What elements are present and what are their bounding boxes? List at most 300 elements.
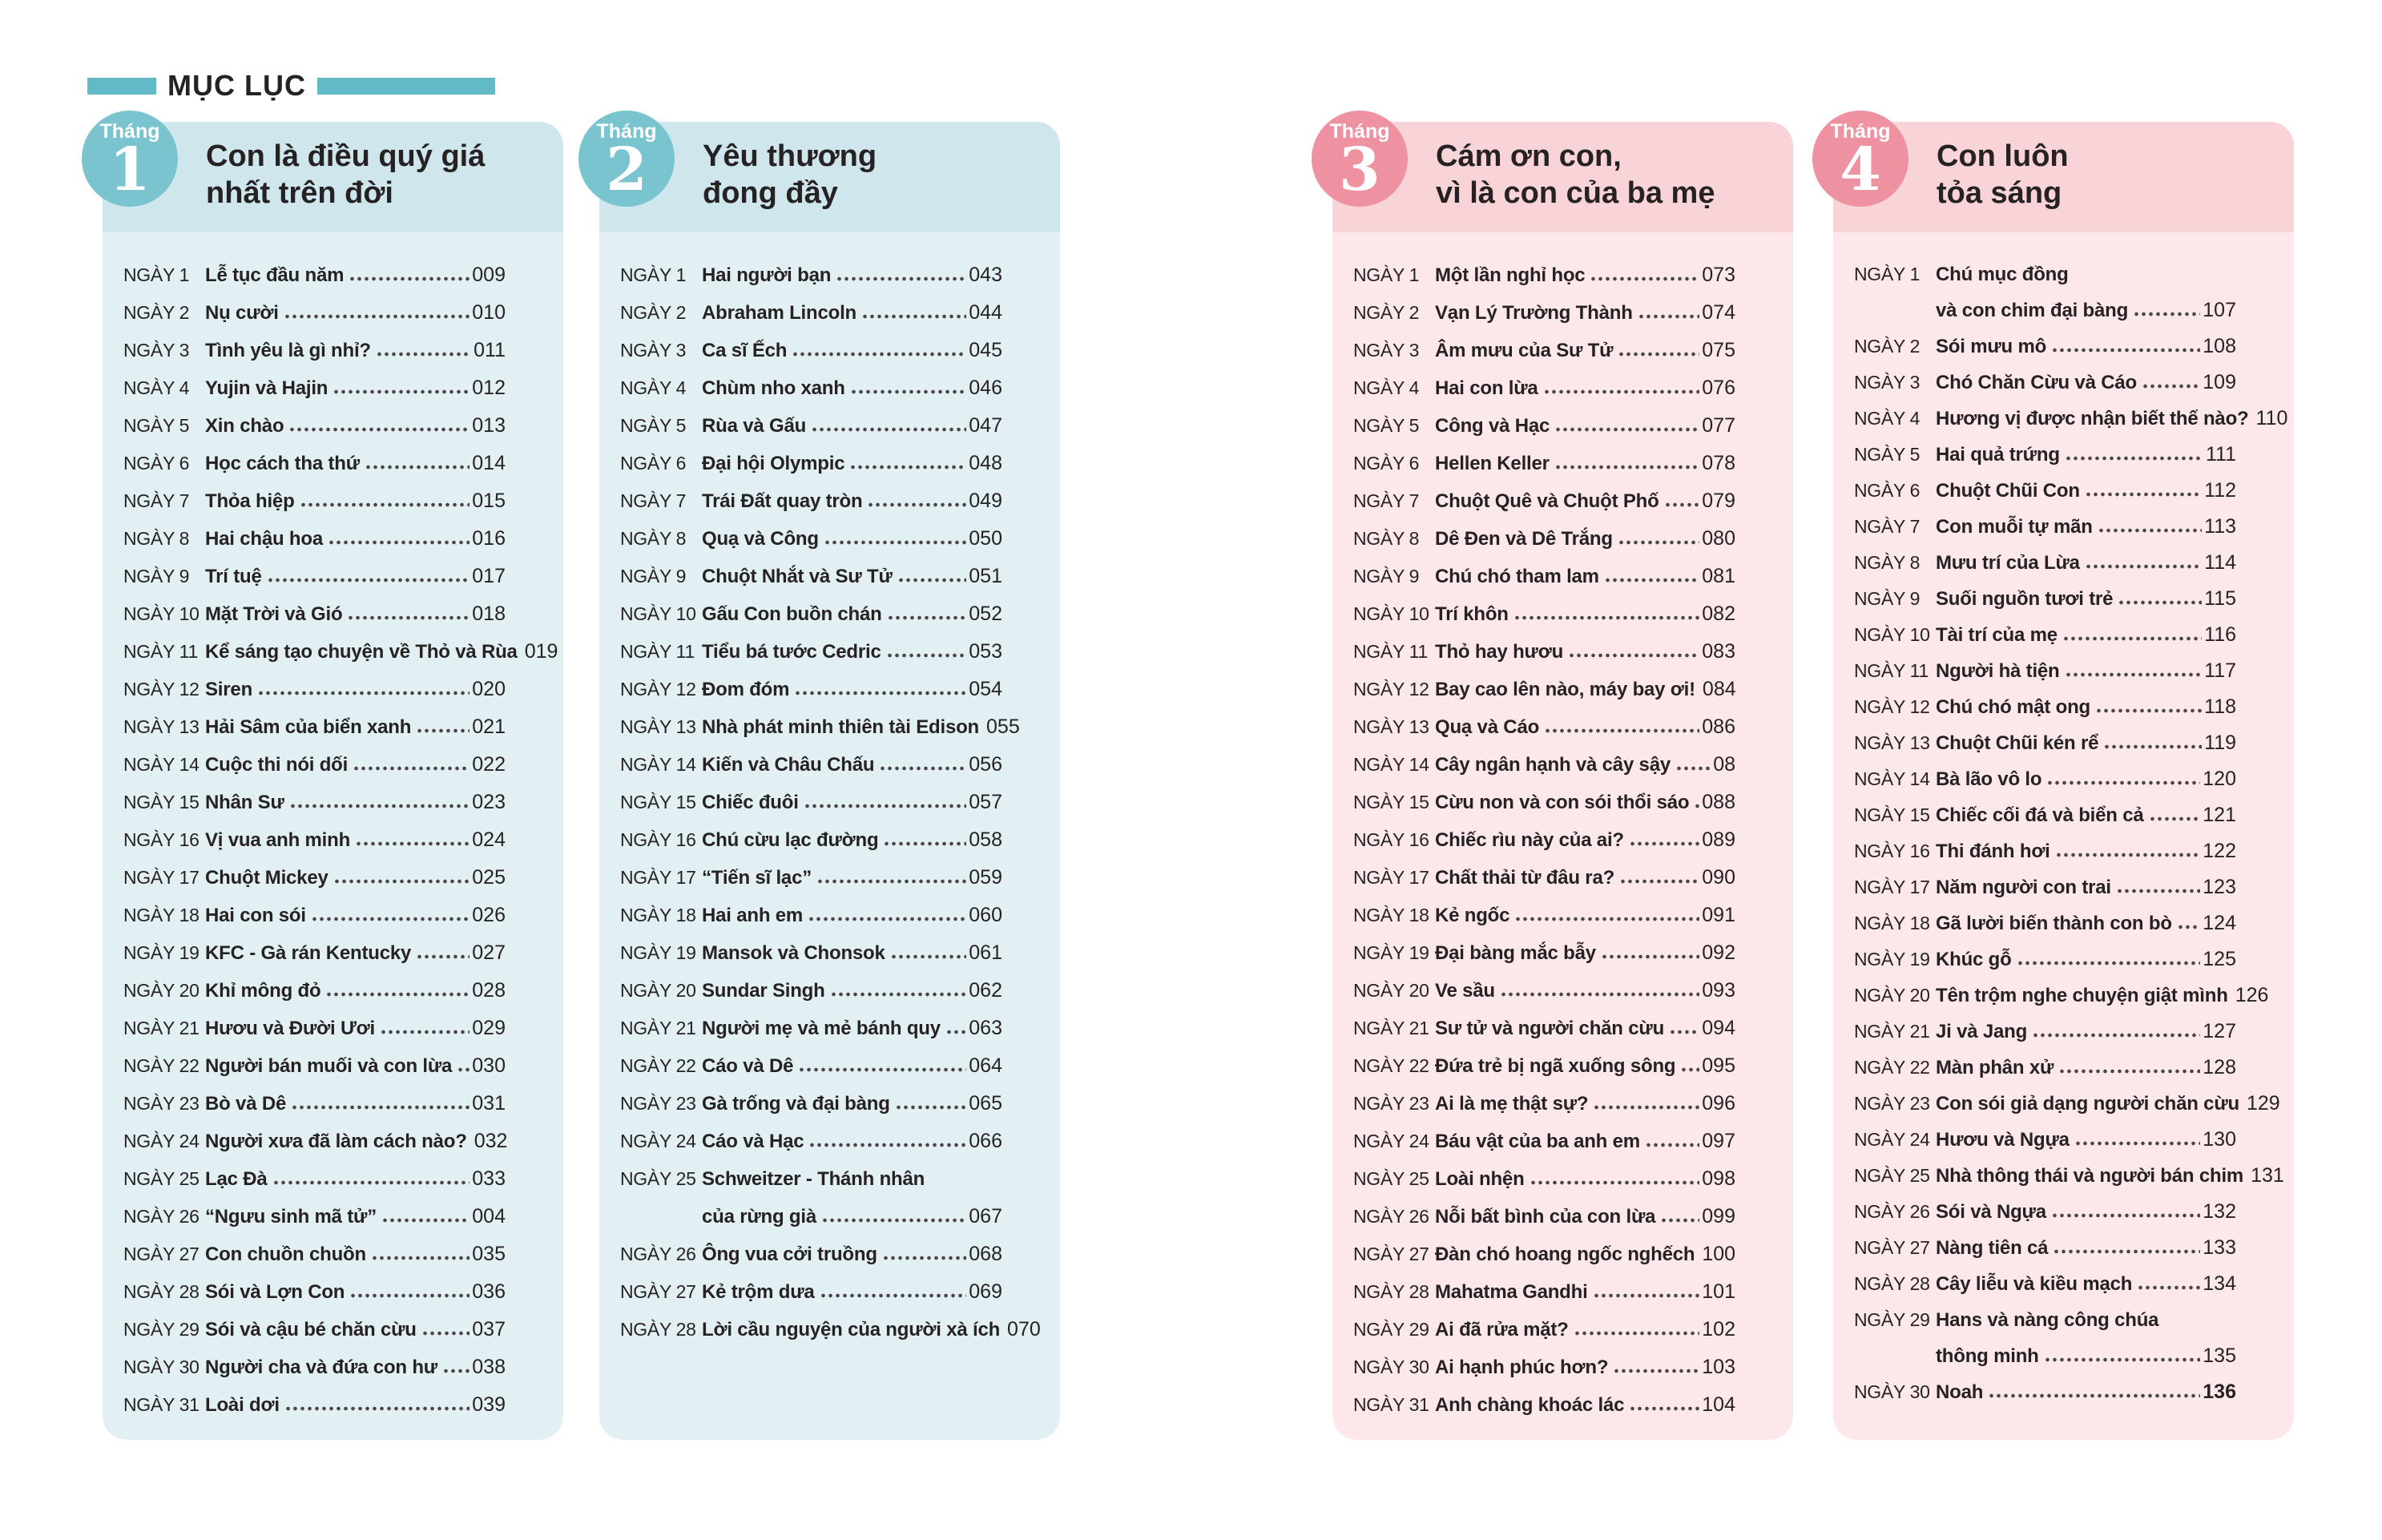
page-number: 046 [969,377,1002,399]
toc-entry [1353,708,1735,746]
month-title-line: vì là con của ba mẹ [1436,176,1715,211]
dot-leader [2017,961,2201,966]
day-label: NGÀY 2 [123,302,190,323]
entry-line [1435,897,1735,934]
toc-entry [123,445,506,482]
page-number: 061 [969,941,1002,964]
day-label: NGÀY 29 [1353,1319,1429,1340]
day-label: NGÀY 13 [620,716,696,737]
dot-leader [349,276,470,281]
entry-line [1936,941,2236,978]
toc-entry [1854,1050,2236,1086]
toc-entry [123,821,506,859]
entry-title: Chó Chăn Cừu và Cáo [1936,372,2137,393]
entry-title: Báu vật của ba anh em [1435,1131,1640,1152]
month-badge [82,111,178,207]
day-label: NGÀY 26 [1353,1206,1429,1227]
entry-text [1435,445,1735,482]
dot-leader [2074,1141,2200,1146]
dot-leader [1629,841,1699,846]
day-label: NGÀY 7 [123,490,190,511]
entry-line [205,1047,506,1085]
dot-leader [1543,389,1700,394]
entry-text [205,1349,506,1386]
dot-leader [2142,384,2200,389]
entry-line [1936,978,2269,1014]
page-number: 103 [1702,1356,1735,1378]
page-number: 131 [2251,1164,2284,1187]
entry-title: Cừu non và con sói thổi sáo [1435,792,1690,813]
toc-entry [1353,558,1735,595]
day-label: NGÀY 28 [1854,1273,1930,1294]
entry-title: Trí tuệ [205,566,262,587]
entry-title: Lời cầu nguyện của người xà ích [702,1319,1001,1340]
entry-line [1435,1123,1735,1160]
entry-line [1435,1160,1735,1198]
dot-leader [1514,917,1699,921]
entry-line [1936,797,2236,833]
entry-line [1936,1194,2236,1230]
entry-line [1936,256,2236,292]
entry-title: Chiếc rìu này của ai? [1435,829,1624,851]
day-label: NGÀY 21 [1353,1018,1429,1038]
day-label: NGÀY 29 [1854,1309,1930,1330]
day-label: NGÀY 26 [1854,1201,1930,1222]
toc-entry [1353,294,1735,332]
entry-text [205,332,506,369]
toc-entry [620,520,1002,558]
entry-text [1435,558,1735,595]
entry-line [1936,365,2236,401]
entry-title: Xin chào [205,415,284,437]
toc-entry [1353,897,1735,934]
toc-entry [123,369,506,407]
page-number: 031 [472,1092,506,1115]
entry-title: Chất thải từ đâu ra? [1435,867,1615,889]
entry-line [205,558,506,595]
dot-leader [1554,465,1699,470]
day-label: NGÀY 14 [123,754,200,775]
entry-title: Người hà tiện [1936,660,2060,682]
dot-leader [257,691,470,695]
entry-text [1936,545,2236,581]
entry-text [1435,1386,1735,1424]
toc-entry [620,972,1002,1010]
entry-text [1936,869,2236,905]
entry-line [205,294,506,332]
day-label: NGÀY 22 [123,1055,200,1076]
page-number: 117 [2204,659,2236,682]
dot-leader [284,314,470,319]
entry-title: Hans và nàng công chúa [1936,1309,2159,1331]
dot-leader [820,1293,967,1298]
month-body [599,232,1060,1440]
day-label: NGÀY 1 [1353,264,1420,285]
dot-leader [2062,636,2202,641]
day-label: NGÀY 9 [1353,566,1420,587]
entry-line [1435,859,1735,897]
entry-line [1435,595,1735,633]
toc-entry [1353,1236,1735,1273]
dot-leader [1593,1105,1699,1110]
entry-text [1435,1160,1735,1198]
entry-title: Kể sáng tạo chuyện về Thỏ và Rùa [205,641,518,663]
day-label: NGÀY 1 [123,264,190,285]
entry-text [702,708,1020,746]
day-label: NGÀY 22 [620,1055,696,1076]
entry-line [205,1311,506,1349]
entry-text [1435,482,1735,520]
entry-title: Ai là mẹ thật sự? [1435,1093,1589,1115]
page-number: 038 [472,1356,506,1378]
entry-text [1435,1273,1735,1311]
entry-text [1435,821,1735,859]
entry-title: Đại hội Olympic [702,453,845,474]
page-number: 036 [472,1280,506,1303]
page-number: 047 [969,414,1002,437]
dot-leader [1544,728,1699,733]
title-bar-left [87,78,156,95]
day-label: NGÀY 5 [620,415,687,436]
day-label: NGÀY 12 [123,679,200,699]
page-number: 013 [472,414,506,437]
entry-text [1435,934,1735,972]
entry-line [1936,1014,2236,1050]
entry-title: “Ngưu sinh mã tử” [205,1206,377,1228]
toc-entry [1854,833,2236,869]
month-body [1332,232,1793,1440]
entry-line [1936,1338,2236,1374]
entry-text [1435,972,1735,1010]
entry-text [205,595,506,633]
dot-leader [2065,672,2203,677]
entry-text [702,1047,1002,1085]
entry-line [1936,1374,2236,1410]
entry-text [205,972,506,1010]
entry-line [1936,833,2236,869]
entry-text [1936,401,2288,437]
page-number: 130 [2203,1128,2236,1151]
toc-entry [123,407,506,445]
dot-leader [895,1105,967,1110]
entry-line [702,1311,1041,1349]
page-number: 027 [472,941,506,964]
toc-entry [620,1085,1002,1123]
toc-entry [620,934,1002,972]
page-number: 023 [472,791,506,813]
dot-leader [311,917,470,921]
page-number: 113 [2204,515,2236,538]
entry-line [205,746,506,784]
entry-title: Chuột Quê và Chuột Phố [1435,490,1659,512]
month-badge [1812,111,1908,207]
month-word: Tháng [596,120,657,143]
page-number: 030 [472,1054,506,1077]
entry-title: Anh chàng khoác lác [1435,1394,1625,1416]
page-number: 009 [472,264,506,286]
page-number: 052 [969,603,1002,625]
dot-leader [2137,1285,2200,1290]
entry-line [1435,1198,1735,1236]
entry-title: Một lần nghỉ học [1435,264,1586,286]
entry-title: Chùm nho xanh [702,377,845,399]
entry-title: Noah [1936,1381,1984,1403]
toc-entry [620,1047,1002,1085]
entry-line [1435,332,1735,369]
entry-title: Chú mục đồng [1936,264,2069,285]
day-label: NGÀY 11 [620,641,695,662]
entry-text [1435,1123,1735,1160]
page-number: 055 [986,716,1020,738]
entry-line [1936,1086,2280,1122]
entry-title: Nỗi bất bình của con lừa [1435,1206,1656,1228]
month-body [1833,232,2294,1440]
month-header [1830,120,2294,232]
page-number: 024 [472,828,506,851]
entry-line [702,671,1002,708]
day-label: NGÀY 11 [1854,660,1929,681]
entry-text [702,332,1002,369]
toc-entry [1353,934,1735,972]
toc-entry [620,671,1002,708]
toc-entry [1854,1194,2236,1230]
entry-text [702,558,1002,595]
entry-title: Rùa và Gấu [702,415,807,437]
page-number: 033 [472,1167,506,1190]
month-word: Tháng [99,120,160,143]
toc-entry [123,633,558,671]
entry-text [702,633,1002,671]
day-label: NGÀY 4 [620,377,687,398]
toc-entry [620,558,1002,595]
page-number: 092 [1702,941,1735,964]
page-number: 057 [969,791,1002,813]
day-label: NGÀY 17 [1854,877,1930,897]
page-number: 004 [472,1205,506,1228]
page-number: 128 [2203,1056,2236,1078]
page-number: 094 [1702,1017,1735,1039]
entry-title: Vạn Lý Trường Thành [1435,302,1633,324]
page-number: 101 [1702,1280,1735,1303]
entry-line [1435,821,1735,859]
day-label: NGÀY 20 [123,980,200,1001]
entry-text [702,294,1002,332]
entry-text [205,746,506,784]
entry-text [205,1386,506,1424]
day-label: NGÀY 20 [1854,985,1930,1006]
toc-entry [123,708,506,746]
toc-entry [123,859,506,897]
dot-leader [1554,427,1699,432]
entry-title: Bà lão vô lo [1936,768,2042,790]
entry-text [205,1198,506,1236]
dot-leader [300,502,470,507]
toc-entry [1854,653,2236,689]
entry-line [205,633,558,671]
entry-title: Nụ cười [205,302,279,324]
page-number: 029 [472,1017,506,1039]
toc-entry [123,972,506,1010]
day-label: NGÀY 13 [1854,732,1930,753]
page-number: 035 [472,1243,506,1265]
entry-line [205,972,506,1010]
day-label: NGÀY 18 [1353,905,1429,925]
dot-leader [353,766,470,771]
entry-title: Hai chậu hoa [205,528,323,550]
dot-leader [2044,1357,2201,1362]
entry-line [702,294,1002,332]
entry-title: Hai anh em [702,905,804,926]
entry-text [702,407,1002,445]
entry-text [205,897,506,934]
entry-line [1435,1273,1735,1311]
toc-entry [620,595,1002,633]
entry-title: Con sói giả dạng người chăn cừu [1936,1093,2239,1115]
day-label: NGÀY 10 [123,603,200,624]
entry-title: Học cách tha thứ [205,453,360,474]
dot-leader [1660,1218,1699,1223]
entry-line [1435,256,1735,294]
toc-entry [620,1123,1002,1160]
page-number: 064 [969,1054,1002,1077]
entry-line [1936,905,2236,941]
day-label: NGÀY 6 [1353,453,1420,474]
entry-line [1936,653,2236,689]
entry-line [702,595,1002,633]
dot-leader [416,954,470,959]
entry-line [702,1160,1002,1198]
entry-text [205,1236,506,1273]
toc-entry [1353,445,1735,482]
entry-title: Dê Đen và Dê Trắng [1435,528,1613,550]
page-number: 089 [1702,828,1735,851]
page-number: 086 [1702,716,1735,738]
entry-text [1435,1311,1735,1349]
entry-line [205,595,506,633]
entry-title: Bò và Dê [205,1093,287,1115]
toc-entry [1854,1374,2236,1410]
entry-line [205,1236,506,1273]
dot-leader [1619,879,1699,884]
page-number: 098 [1702,1167,1735,1190]
entry-title: Con muỗi tự mãn [1936,516,2093,538]
entry-line [1435,369,1735,407]
toc-entry [1353,972,1735,1010]
page-number: 123 [2203,876,2236,898]
page-number: 116 [2204,623,2236,646]
entry-text [702,934,1002,972]
entry-title: Ji và Jang [1936,1021,2028,1042]
month-title [206,138,547,212]
entry-title: Hải Sâm của biển xanh [205,716,412,738]
entry-text [205,821,506,859]
toc-entry [620,482,1002,520]
entry-text [1435,407,1735,445]
toc-entry [1353,1160,1735,1198]
entry-line [1936,1158,2284,1194]
entry-text [702,256,1002,294]
page-number: 056 [969,753,1002,776]
month-number: 4 [1840,135,1881,204]
entry-title: Quạ và Công [702,528,819,550]
dot-leader [2053,1249,2200,1254]
entry-text [1936,1194,2236,1230]
entry-line [1936,437,2236,473]
day-label: NGÀY 15 [620,792,696,812]
entry-title: Ca sĩ Ếch [702,340,788,361]
entry-text [1435,859,1735,897]
dot-leader [804,804,967,808]
entry-text [702,482,1002,520]
toc-entry [1353,1123,1735,1160]
entry-text [702,520,1002,558]
toc-entry [1353,595,1735,633]
dot-leader [376,352,471,357]
dot-leader [288,427,470,432]
toc-entry [1353,1010,1735,1047]
entry-line [205,1273,506,1311]
entry-line [702,821,1002,859]
entry-line [1936,329,2236,365]
entry-line [702,256,1002,294]
entry-text [205,1123,506,1160]
entry-line [205,1085,506,1123]
toc-entry [1854,869,2236,905]
toc-entry [123,1311,506,1349]
entry-text [1936,1374,2236,1410]
day-label: NGÀY 3 [123,340,190,361]
entry-text [205,1160,506,1198]
entry-line [205,369,506,407]
entry-text [1936,1014,2236,1050]
toc-entry [1353,1273,1735,1311]
dot-leader [328,540,470,545]
month-panel-3 [1329,120,1793,1440]
entry-text [205,934,506,972]
month-title-line: tỏa sáng [1937,176,2062,211]
page-number: 100 [1702,1243,1736,1265]
day-label: NGÀY 23 [123,1093,200,1114]
entry-text [1936,1266,2236,1302]
toc-entry [123,1273,506,1311]
entry-text [205,256,506,294]
page-number: 124 [2203,912,2236,934]
toc-entry [1854,329,2236,365]
entry-title: Ai đã rửa mặt? [1435,1319,1569,1340]
page-number: 025 [472,866,506,889]
dot-leader [380,1030,470,1034]
dot-leader [442,1369,470,1373]
entry-text [1435,671,1735,708]
entry-title: Con chuồn chuồn [205,1244,366,1265]
dot-leader [1638,314,1700,319]
entry-line [702,897,1002,934]
entry-title: Sói và Ngựa [1936,1201,2046,1223]
toc-entry [1854,761,2236,797]
day-label: NGÀY 26 [123,1206,200,1227]
page-number: 129 [2246,1092,2280,1115]
entry-text [205,1273,506,1311]
dot-leader [2058,1069,2200,1074]
dot-leader [2051,1213,2200,1218]
day-label: NGÀY 3 [1353,340,1420,361]
page-number: 026 [472,904,506,926]
entry-text [1435,1085,1735,1123]
entry-title: Loài nhện [1435,1168,1525,1190]
entry-title: Chuột Mickey [205,867,328,889]
entry-text [1435,1198,1735,1236]
entry-title: Hai người bạn [702,264,832,286]
